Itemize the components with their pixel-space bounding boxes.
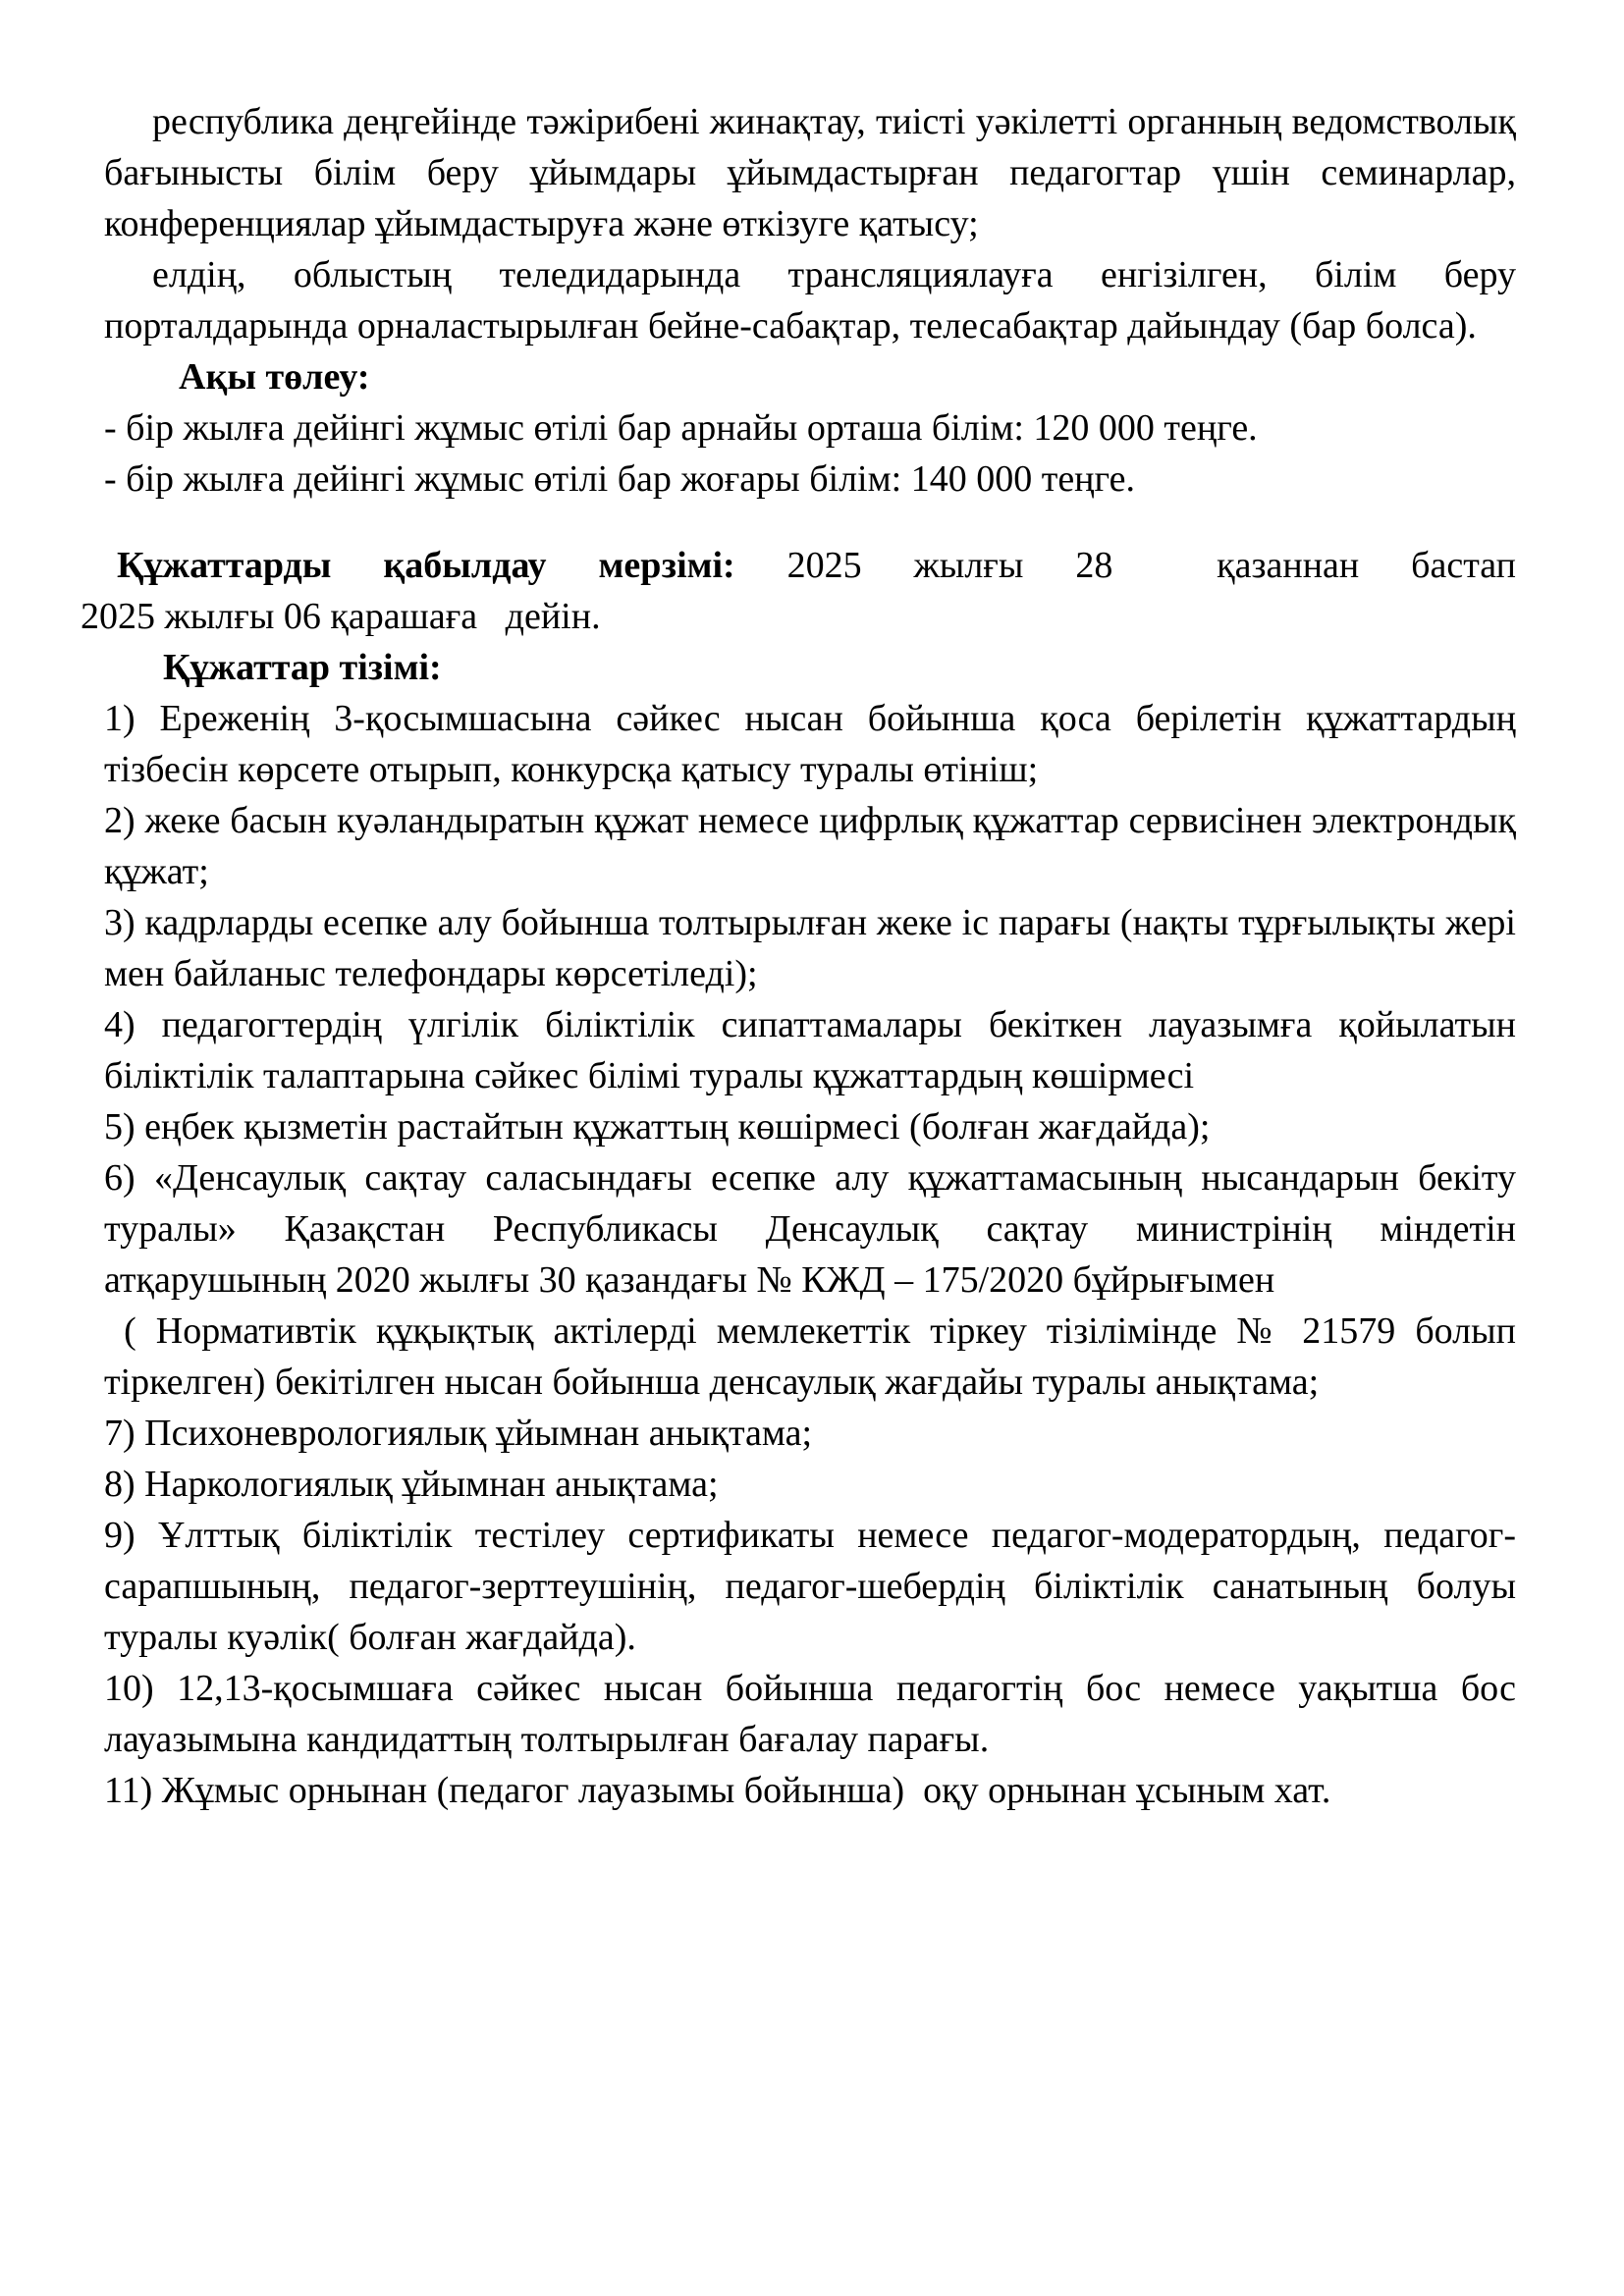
intro-paragraph: елдің, облыстың теледидарында трансляциялауға енгізілген, білім беру порталдарында орналастырылған бейне-сабақтар, телесабақтар дайындау (бар болса).	[104, 254, 1526, 347]
document-list-item: 10) 12,13-қосымшаға сәйкес нысан бойынша педагогтің бос немесе уақытша бос лауазымына кандидаттың толтырылған бағалау парағы.	[104, 1668, 1526, 1760]
document-list-item: 2) жеке басын куәландыратын құжат немесе цифрлық құжаттар сервисінен электрондық құжат;	[104, 800, 1526, 892]
document-list-item: 7) Психоневрологиялық ұйымнан анықтама;	[104, 1413, 813, 1454]
document-list-item: 4) педагогтердің үлгілік біліктілік сипаттамалары бекіткен лауазымға қойылатын біліктілік талаптарына сәйкес білімі туралы құжаттардың көшірмесі	[104, 1004, 1526, 1096]
payment-heading: Ақы төлеу:	[179, 356, 370, 398]
payment-line: - бір жылға дейінгі жұмыс өтілі бар арнайы орташа білім: 120 000 теңге.	[104, 407, 1258, 449]
deadline-line1	[81, 540, 1516, 591]
payment-lines	[104, 402, 1516, 505]
payment-line: - бір жылға дейінгі жұмыс өтілі бар жоғары білім: 140 000 теңге.	[104, 458, 1135, 500]
deadline-label: Құжаттарды қабылдау мерзімі:	[117, 545, 735, 586]
documents-list	[104, 693, 1526, 1816]
document-list-item: 9) Ұлттық біліктілік тестілеу сертификаты немесе педагог-модератордың, педагог-сарапшының, педагог-зерттеушінің, педагог-шебердің біліктілік санатының болуы туралы куәлік( болған жағдайда).	[104, 1515, 1526, 1658]
documents-heading: Құжаттар тізімі:	[163, 647, 442, 688]
document-list-item: 5) еңбек қызметін растайтын құжаттың көшірмесі (болған жағдайда);	[104, 1106, 1211, 1148]
deadline-line2: 2025 жылғы 06 қарашаға дейін.	[81, 596, 601, 637]
deadline-paragraph	[81, 540, 1516, 642]
document-list-item: 11) Жұмыс орнынан (педагог лауазымы бойынша) оқу орнынан ұсыным хат.	[104, 1770, 1331, 1811]
document-list-item: 1) Ереженің 3-қосымшасына сәйкес нысан бойынша қоса берілетін құжаттардың тізбесін көрсете отырып, конкурсқа қатысу туралы өтініш;	[104, 698, 1526, 790]
intro-paragraph: республика деңгейінде тәжірибені жинақтау, тиісті уәкілетті органның ведомстволық бағынысты білім беру ұйымдары ұйымдастырған педагогтар үшін семинарлар, конференциялар ұйымдастыруға және өткізуге қатысу;	[104, 101, 1526, 244]
document-list-item: 3) кадрларды есепке алу бойынша толтырылған жеке іс парағы (нақты тұрғылықты жері мен байланыс телефондары көрсетіледі);	[104, 902, 1526, 994]
document-list-item: 8) Наркологиялық ұйымнан анықтама;	[104, 1464, 719, 1505]
document-list-item: 6) «Денсаулық сақтау саласындағы есепке алу құжаттамасының нысандарын бекіту туралы» Қазақстан Республикасы Денсаулық сақтау министрінің міндетін атқарушының 2020 жылғы 30 қазандағы № КЖД – 175/2020 бұйрығымен	[104, 1157, 1526, 1301]
intro-paragraphs	[104, 96, 1526, 351]
document-list-item: ( Нормативтік құқықтық актілерді мемлекеттік тіркеу тізілімінде № 21579 болып тіркелген) бекітілген нысан бойынша денсаулық жағдайы туралы анықтама;	[104, 1310, 1526, 1403]
deadline-dates-start: 2025 жылғы 28 қазаннан бастап	[786, 545, 1516, 586]
